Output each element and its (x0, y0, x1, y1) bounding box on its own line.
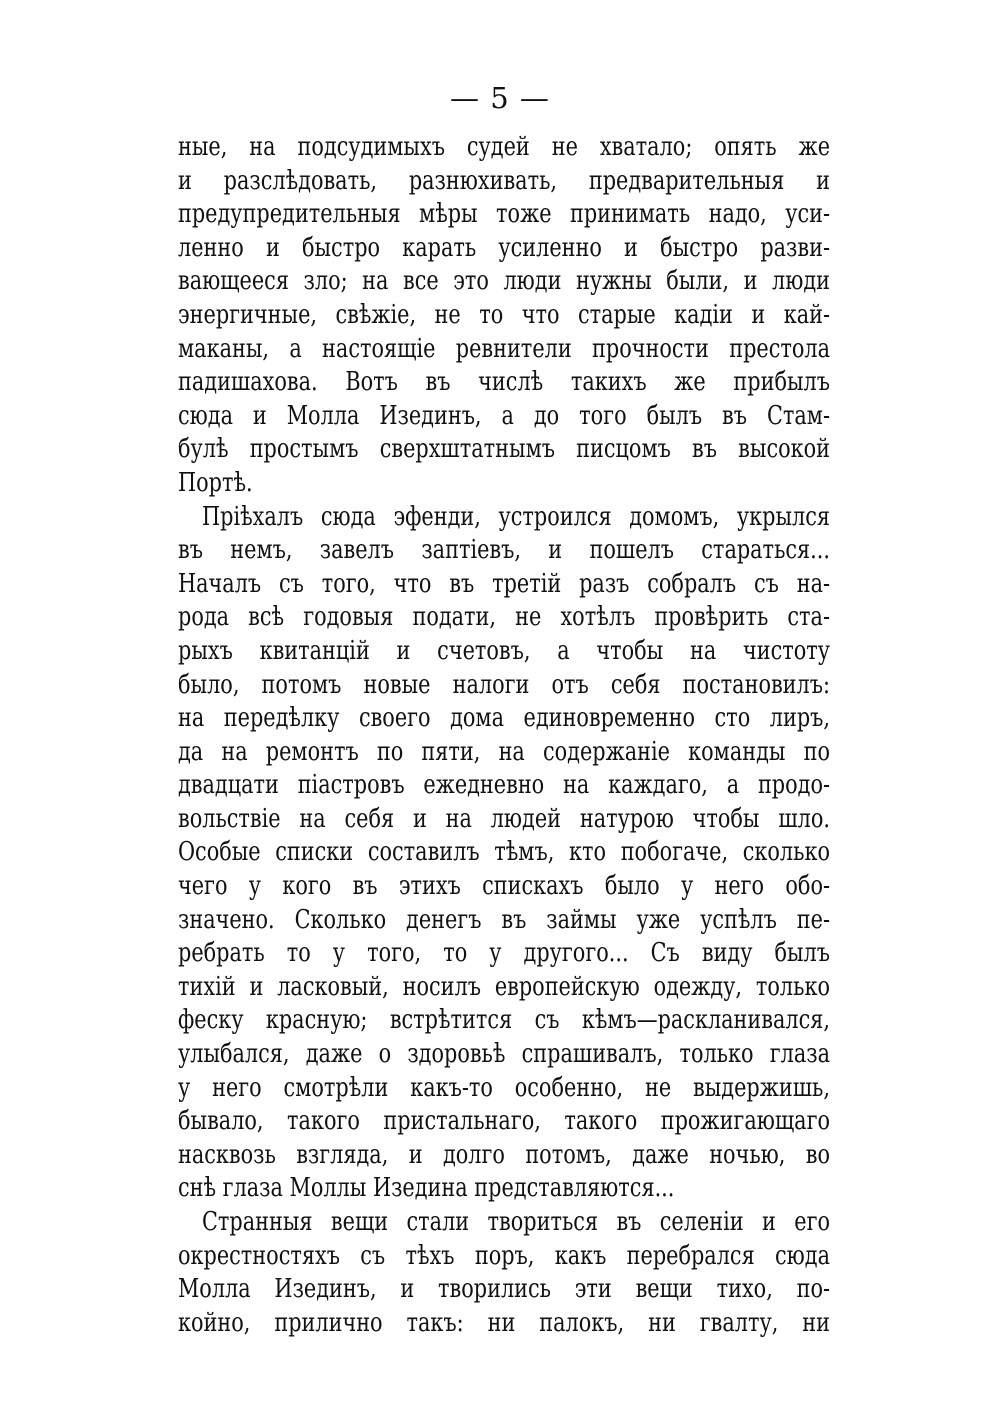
text-line: Особые списки составилъ тѣмъ, кто побогаче, сколько (178, 837, 830, 868)
text-line: и разслѣдовать, разнюхивать, предварительныя и (178, 165, 830, 196)
text-line: сюда и Молла Изединъ, а до того былъ въ Стам- (178, 400, 830, 431)
text-line: снѣ глаза Моллы Изедина представляются... (178, 1173, 675, 1204)
text-line: Портѣ. (178, 467, 253, 498)
text-line: Пріѣхалъ сюда эфенди, устроился домомъ, укрылся (202, 501, 830, 532)
paragraph-3 (178, 1206, 830, 1340)
text-line: бывало, такого пристальнаго, такого прожигающаго (178, 1106, 830, 1137)
text-line: койно, прилично такъ: ни палокъ, ни гвалту, ни (178, 1307, 830, 1338)
text-line: Молла Изединъ, и творились эти вещи тихо, по- (178, 1274, 830, 1305)
text-line: маканы, а настоящіе ревнители прочности престола (178, 333, 830, 364)
text-line: вольствіе на себя и на людей натурою чтобы шло. (178, 803, 830, 834)
text-line: двадцати піастровъ ежедневно на каждаго, а продо- (178, 770, 830, 801)
page-number: — 5 — (450, 81, 550, 115)
text-line: на передѣлку своего дома единовременно сто лиръ, (178, 703, 830, 734)
text-line: вающееся зло; на все это люди нужны были, и люди (178, 266, 830, 297)
body-text (178, 131, 830, 1340)
paragraph-1 (178, 131, 830, 501)
text-line: энергичные, свѣжіе, не то что старые кадіи и кай- (178, 299, 830, 330)
text-line: насквозь взгляда, и долго потомъ, даже ночью, во (178, 1139, 830, 1170)
text-line: въ немъ, завелъ заптіевъ, и пошелъ стараться... (178, 535, 830, 566)
text-line: рыхъ квитанцій и счетовъ, а чтобы на чистоту (178, 635, 830, 666)
text-line: да на ремонтъ по пяти, на содержаніе команды по (178, 736, 830, 767)
text-line: у него смотрѣли какъ-то особенно, не выдержишь, (178, 1072, 830, 1103)
text-line: ленно и быстро карать усиленно и быстро разви- (178, 232, 830, 263)
text-line: ребрать то у того, то у другого... Съ виду былъ (178, 938, 830, 969)
text-line: рода всѣ годовыя подати, не хотѣлъ провѣрить ста- (178, 602, 830, 633)
text-line: булѣ простымъ сверхштатнымъ писцомъ въ высокой (178, 434, 830, 465)
text-line: предупредительныя мѣры тоже принимать надо, уси- (178, 199, 830, 230)
text-line: тихій и ласковый, носилъ европейскую одежду, только (178, 971, 830, 1002)
text-line: значено. Сколько денегъ въ займы уже успѣлъ пе- (178, 904, 830, 935)
text-line: чего у кого въ этихъ спискахъ было у него обо- (178, 871, 830, 902)
paragraph-2 (178, 501, 830, 1206)
text-line: ные, на подсудимыхъ судей не хватало; опять же (178, 132, 830, 162)
text-line: падишахова. Вотъ въ числѣ такихъ же прибылъ (178, 367, 830, 398)
text-line: улыбался, даже о здоровьѣ спрашивалъ, только глаза (178, 1039, 830, 1070)
text-line: Странныя вещи стали твориться въ селеніи и его (202, 1207, 830, 1237)
text-line: было, потомъ новые налоги отъ себя постановилъ: (178, 669, 830, 700)
text-line: окрестностяхъ съ тѣхъ поръ, какъ перебрался сюда (178, 1240, 830, 1271)
text-line: Началъ съ того, что въ третій разъ собралъ съ на- (178, 568, 830, 599)
text-line: феску красную; встрѣтится съ кѣмъ—раскланивался, (178, 1005, 830, 1036)
